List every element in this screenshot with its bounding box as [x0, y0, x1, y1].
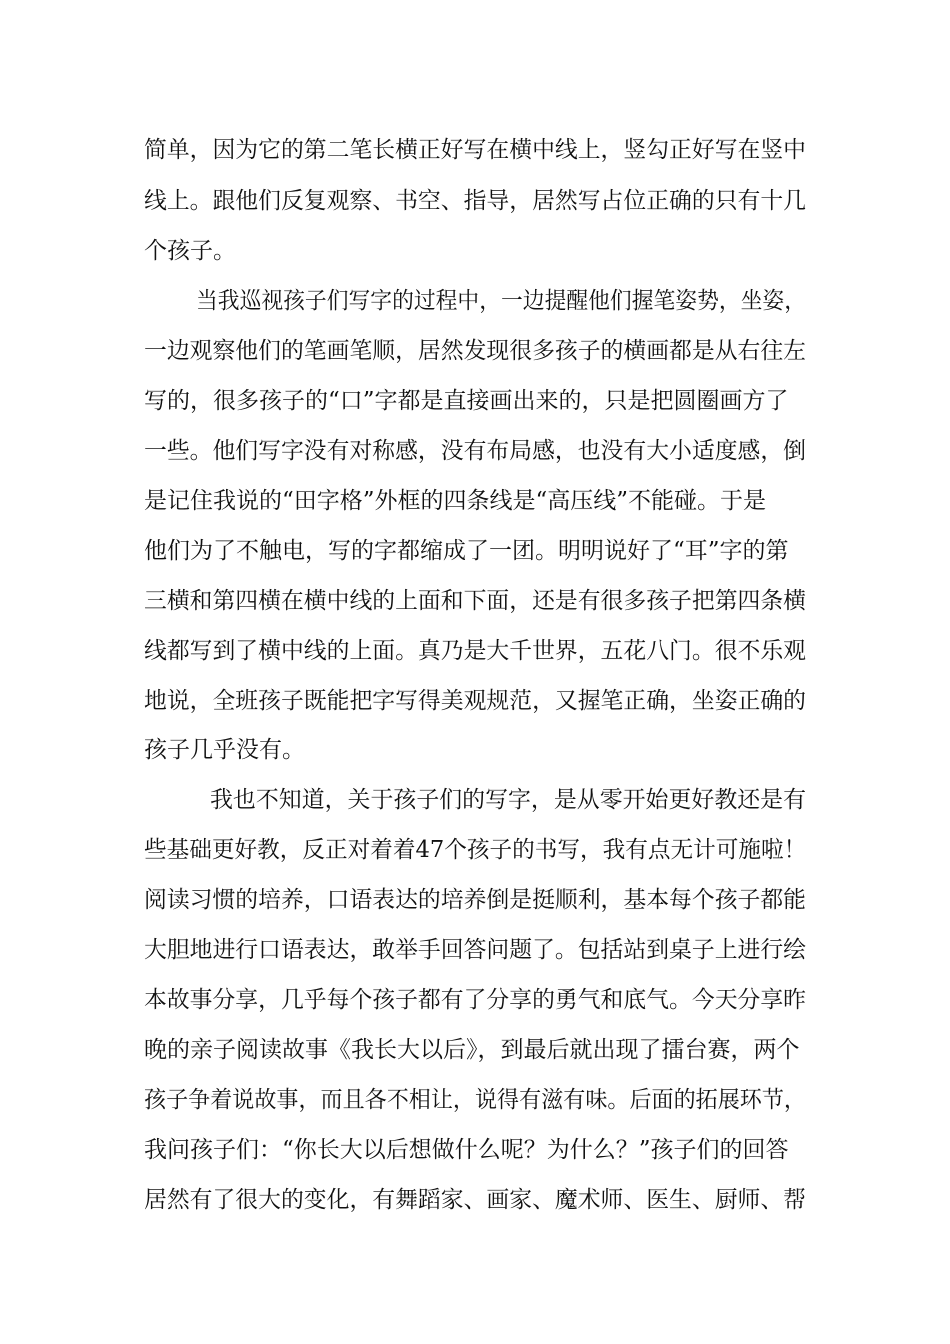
text-line: 个孩子。 [144, 238, 236, 264]
text-line: 大胆地进行口语表达，敢举手回答问题了。包括站到桌子上进行绘 [144, 937, 806, 963]
text-line: 线上。跟他们反复观察、书空、指导，居然写占位正确的只有十几 [144, 188, 806, 214]
text-line: 本故事分享，几乎每个孩子都有了分享的勇气和底气。今天分享昨 [144, 987, 806, 1013]
text-line: 孩子争着说故事，而且各不相让，说得有滋有味。后面的拓展环节， [144, 1087, 806, 1113]
text-line: 写的，很多孩子的“口”字都是直接画出来的，只是把圆圈画方了 [144, 388, 789, 414]
paragraph-first-line: 我也不知道，关于孩子们的写字，是从零开始更好教还是有 [210, 787, 807, 813]
text-line: 晚的亲子阅读故事《我长大以后》，到最后就出现了擂台赛，两个 [144, 1037, 800, 1063]
text-line: 我问孩子们：“你长大以后想做什么呢？为什么？”孩子们的回答 [144, 1137, 789, 1163]
text-line: 地说，全班孩子既能把字写得美观规范，又握笔正确，坐姿正确的 [144, 688, 806, 714]
text-line: 简单，因为它的第二笔长横正好写在横中线上，竖勾正好写在竖中 [144, 137, 806, 163]
text-line: 孩子几乎没有。 [144, 737, 305, 763]
text-line: 一边观察他们的笔画笔顺，居然发现很多孩子的横画都是从右往左 [144, 338, 806, 364]
text-line: 是记住我说的“田字格”外框的四条线是“高压线”不能碰。于是 [144, 488, 767, 514]
text-line: 三横和第四横在横中线的上面和下面，还是有很多孩子把第四条横 [144, 588, 806, 614]
text-line: 些基础更好教，反正对着着47个孩子的书写，我有点无计可施啦！ [144, 837, 807, 863]
text-line: 线都写到了横中线的上面。真乃是大千世界，五花八门。很不乐观 [144, 638, 806, 664]
text-line: 一些。他们写字没有对称感，没有布局感，也没有大小适度感，倒 [144, 438, 806, 464]
paragraph-first-line: 当我巡视孩子们写字的过程中，一边提醒他们握笔姿势，坐姿， [196, 288, 806, 314]
text-line: 他们为了不触电，写的字都缩成了一团。明明说好了“耳”字的第 [144, 538, 789, 564]
text-line: 居然有了很大的变化，有舞蹈家、画家、魔术师、医生、厨师、帮 [144, 1187, 806, 1213]
text-line: 阅读习惯的培养，口语表达的培养倒是挺顺利，基本每个孩子都能 [144, 887, 806, 913]
